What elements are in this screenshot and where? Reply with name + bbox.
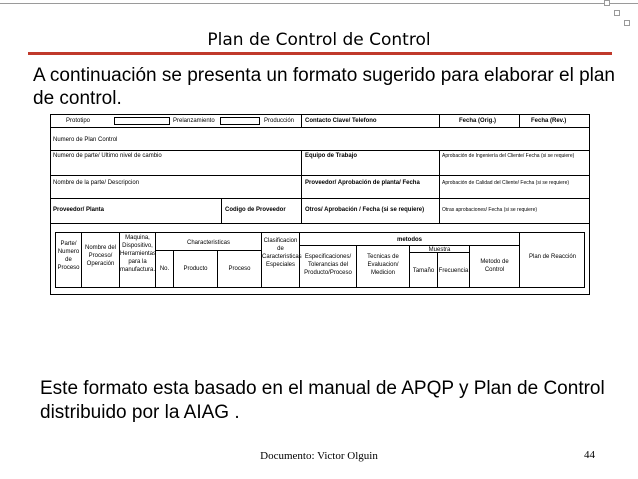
fecha-orig-label: Fecha (Orig.) [459, 118, 497, 124]
nombre-proceso-header: Nombre del Proceso/ Operación [84, 245, 116, 267]
form-rule [51, 198, 589, 199]
especificaciones-header: Especificaciones/ Tolerancias del Producto/Proceso [304, 254, 352, 276]
corner-square-icon [624, 20, 630, 26]
tamano-header: Tamaño [412, 268, 435, 274]
numero-plan-label: Numero de Plan Control [53, 137, 118, 143]
form-rule [439, 115, 440, 127]
control-plan-form [50, 114, 590, 295]
corner-square-icon [604, 0, 610, 6]
metodo-control-header: Metodo de Control [480, 259, 509, 273]
clasificacion-header: Clasificacion de Caracteristicas Especiales [262, 238, 302, 268]
form-rule [51, 175, 589, 176]
form-rule [301, 150, 302, 223]
footer-author: Documento: Victor Olguin [260, 450, 378, 462]
contacto-label: Contacto Clave/ Telefono [305, 118, 377, 124]
numero-parte-label: Numero de parte/ Ultimo nivel de cambio [53, 153, 162, 159]
prototipo-label: Prototipo [66, 118, 91, 124]
caracteristicas-header: Characteristicas [186, 240, 230, 246]
tecnicas-header: Tecnicas de Evaluacion/ Medicion [367, 254, 399, 276]
form-rule [51, 223, 589, 224]
form-rule [301, 115, 302, 127]
prototipo-checkbox[interactable] [114, 117, 170, 125]
proveedor-planta-label: Proveedor/ Planta [53, 207, 105, 213]
produccion-label: Producción [264, 118, 295, 124]
form-rule [155, 250, 261, 251]
form-rule [221, 198, 222, 223]
otras-aprob-label: Otras aprobaciones/ Fecha (si se requiere) [442, 207, 538, 213]
aprobacion-cal-label: Aprobación de Calidad del Cliente/ Fecha (si se requiere) [442, 180, 570, 186]
intro-text: A continuación se presenta un formato sugerido para elaborar el plan de control. [33, 65, 615, 109]
parte-numero-header: Parte/ Numero de Proceso [57, 241, 80, 271]
equipo-label: Equipo de Trabajo [305, 153, 358, 159]
plan-reaccion-header: Plan de Reacción [528, 254, 577, 260]
maquina-header: Maquina, Dispositivo, Herramientas para la manufactura. [120, 235, 157, 273]
no-header: No. [159, 266, 170, 272]
page-number: 44 [584, 449, 595, 461]
metodos-header: metodos [396, 237, 422, 243]
fecha-rev-label: Fecha (Rev.) [531, 118, 567, 124]
title-underline [28, 52, 612, 55]
form-rule [439, 150, 440, 223]
form-rule [519, 115, 520, 127]
form-rule [51, 127, 589, 128]
muestra-header: Muestra [428, 247, 451, 253]
top-rule [0, 3, 638, 4]
frecuencia-header: Frecuencia [438, 268, 469, 274]
form-rule [51, 150, 589, 151]
producto-header: Producto [183, 266, 208, 272]
codigo-proveedor-label: Codigo de Proveedor [225, 207, 286, 213]
prelanzamiento-checkbox[interactable] [220, 117, 260, 125]
proveedor-aprob-label: Proveedor/ Aprobación de planta/ Fecha [305, 180, 420, 186]
corner-square-icon [614, 10, 620, 16]
slide-title: Plan de Control de Control [207, 30, 431, 50]
outro-text: Este formato esta basado en el manual de APQP y Plan de Control distribuido por la AIAG . [40, 378, 605, 423]
nombre-parte-label: Nombre de la parte/ Descripcion [53, 180, 140, 186]
aprobacion-ing-label: Aprobación de Ingeniería del Cliente/ Fecha (si se requiere) [442, 153, 575, 159]
otros-aprob-label: Otros/ Aprobación / Fecha (si se requiere) [305, 207, 425, 213]
prelanzamiento-label: Prelanzamiento [173, 118, 215, 124]
proceso-header: Proceso [228, 266, 251, 272]
